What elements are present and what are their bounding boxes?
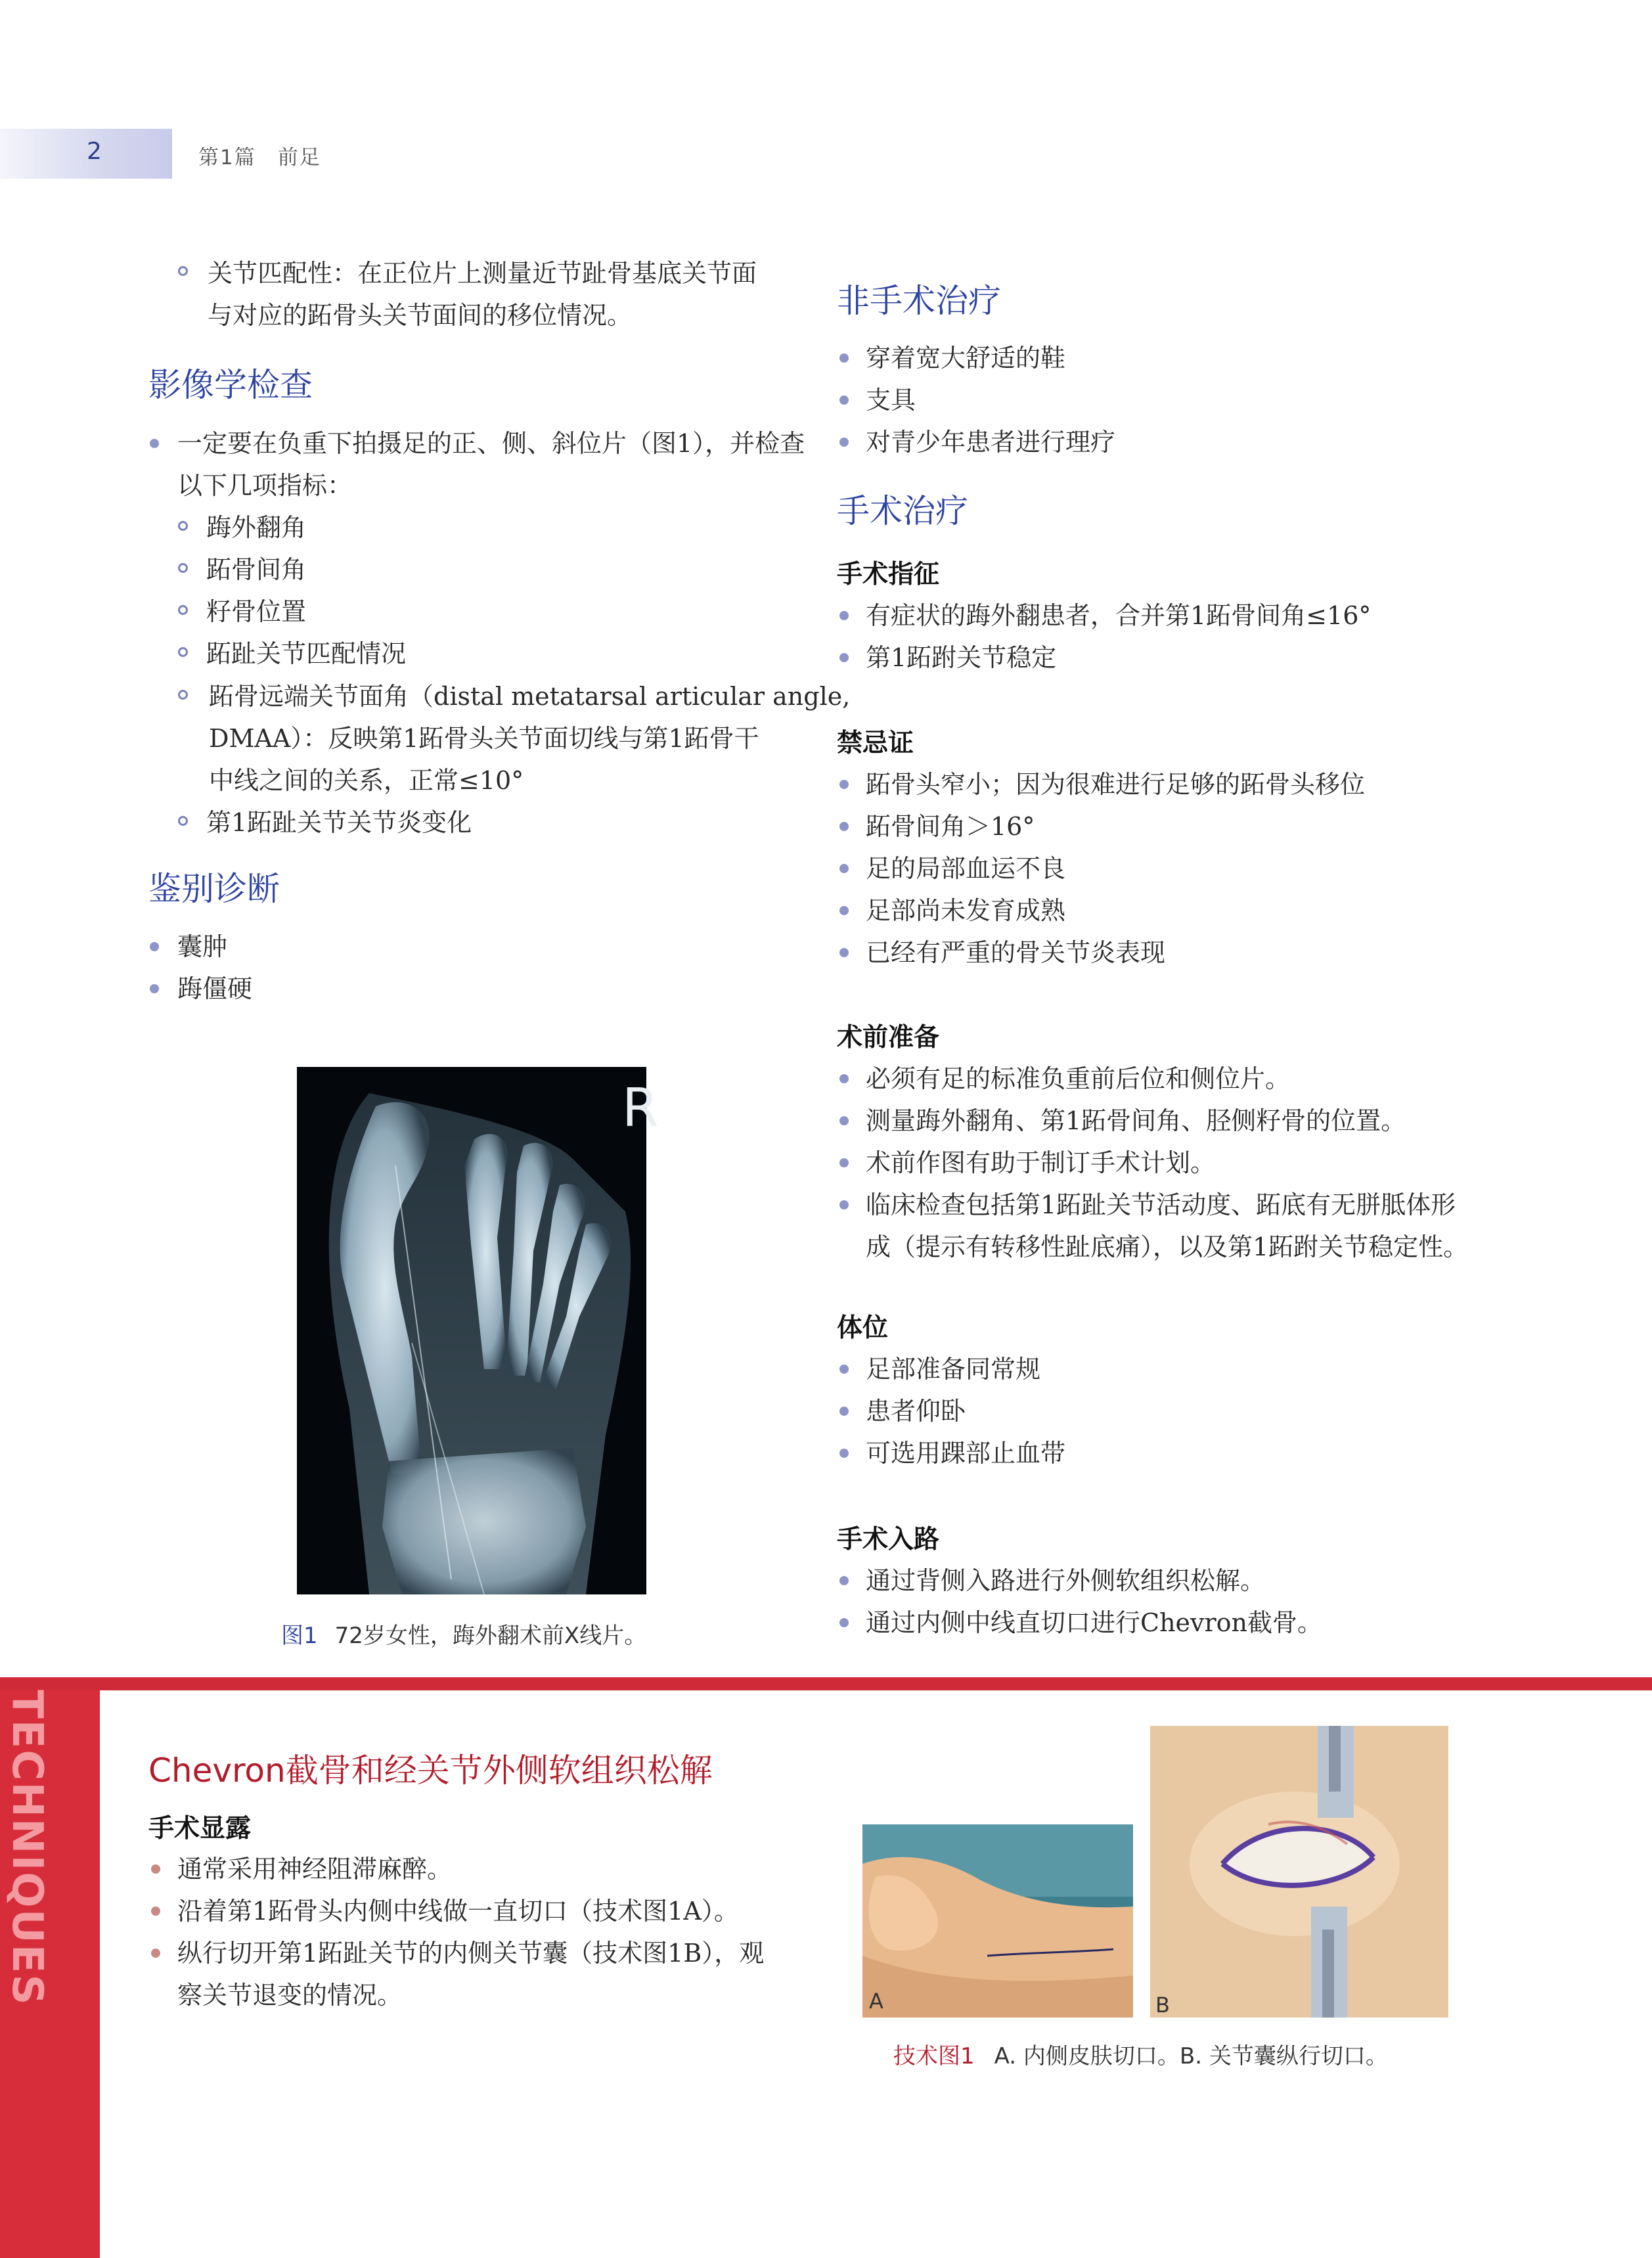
- hollow-bullet-icon: [178, 605, 188, 615]
- contraindications-heading: 禁忌证: [837, 729, 914, 758]
- bullet-icon: [839, 611, 849, 620]
- indication-item: 有症状的踇外翻患者，合并第1跖骨间角≤16°: [866, 601, 1372, 630]
- surgical-heading: 手术治疗: [837, 492, 968, 530]
- xray-side-marker: R: [622, 1077, 659, 1139]
- bullet-icon: [150, 942, 159, 951]
- preop-item: 术前作图有助于制订手术计划。: [866, 1148, 1216, 1177]
- bullet-icon: [839, 1116, 849, 1125]
- photo-b-label: B: [1155, 1993, 1170, 2018]
- page-number: 2: [87, 138, 102, 165]
- bullet-icon: [839, 864, 849, 873]
- bullet-icon: [150, 984, 159, 993]
- hollow-bullet-icon: [178, 563, 188, 573]
- bullet-icon: [839, 1449, 849, 1458]
- exposure-item: 沿着第1跖骨头内侧中线做一直切口（技术图1A）。: [177, 1897, 739, 1926]
- bullet-icon: [839, 438, 849, 447]
- contraindication-item: 足部尚未发育成熟: [866, 896, 1066, 925]
- exposure-item-line: 纵行切开第1跖趾关节的内侧关节囊（技术图1B），观: [177, 1939, 765, 1968]
- imaging-heading: 影像学检查: [148, 366, 313, 404]
- position-item: 足部准备同常规: [866, 1355, 1041, 1384]
- foot-xray-image: [297, 1067, 659, 1594]
- bullet-icon: [839, 353, 849, 363]
- bullet-icon: [151, 1949, 160, 1958]
- imaging-bullet-line: 一定要在负重下拍摄足的正、侧、斜位片（图1），并检查: [177, 429, 805, 458]
- bullet-icon: [839, 822, 849, 831]
- figure-1-label: 图1: [281, 1623, 318, 1649]
- hollow-bullet-icon: [178, 690, 188, 700]
- approach-item: 通过背侧入路进行外侧软组织松解。: [866, 1566, 1266, 1595]
- position-heading: 体位: [837, 1313, 889, 1343]
- bullet-icon: [151, 1864, 160, 1874]
- dmaa-line: 中线之间的关系，正常≤10°: [209, 766, 524, 795]
- bullet-icon: [839, 1200, 849, 1209]
- techniques-side-label: TECHNIQUES: [3, 1690, 51, 2006]
- imaging-subitem: 踇外翻角: [206, 513, 307, 542]
- hollow-bullet-icon: [178, 647, 188, 657]
- imaging-subitem: 跖趾关节匹配情况: [206, 639, 407, 668]
- nonsurgical-item: 穿着宽大舒适的鞋: [866, 344, 1066, 373]
- bullet-icon: [839, 1407, 849, 1416]
- figure-1-text: 72岁女性，踇外翻术前X线片。: [334, 1623, 647, 1649]
- bullet-icon: [839, 395, 849, 405]
- dmaa-line: 跖骨远端关节面角（distal metatarsal articular angle,: [209, 682, 851, 711]
- exposure-heading: 手术显露: [148, 1814, 252, 1843]
- imaging-bullet-line: 以下几项指标：: [177, 471, 353, 500]
- technique-figure-label: 技术图1: [893, 2043, 975, 2069]
- imaging-subitem: 第1跖趾关节关节炎变化: [206, 808, 472, 837]
- intro-item-line: 与对应的跖骨头关节面间的移位情况。: [208, 301, 633, 330]
- bullet-icon: [151, 1907, 160, 1916]
- bullet-icon: [839, 780, 849, 789]
- page-number-band: [0, 129, 172, 179]
- nonsurgical-item: 支具: [866, 386, 916, 415]
- photo-a-label: A: [869, 1989, 883, 2014]
- hollow-bullet-icon: [178, 521, 188, 531]
- exposure-item: 通常采用神经阻滞麻醉。: [177, 1855, 453, 1884]
- approach-item: 通过内侧中线直切口进行Chevron截骨。: [866, 1608, 1323, 1637]
- bullet-icon: [839, 1365, 849, 1374]
- bullet-icon: [839, 1074, 849, 1083]
- nonsurgical-item: 对青少年患者进行理疗: [866, 428, 1116, 457]
- medial-skin-incision-photo: [862, 1824, 1133, 2018]
- indications-heading: 手术指征: [837, 560, 940, 589]
- position-item: 患者仰卧: [866, 1397, 966, 1426]
- contraindication-item: 足的局部血运不良: [866, 854, 1066, 883]
- capsular-incision-photo: [1150, 1726, 1448, 2018]
- preop-item: 测量踇外翻角、第1跖骨间角、胫侧籽骨的位置。: [866, 1106, 1406, 1135]
- hollow-bullet-icon: [178, 266, 188, 276]
- bullet-icon: [839, 906, 849, 915]
- bullet-icon: [839, 653, 849, 662]
- intro-item-line: 关节匹配性：在正位片上测量近节趾骨基底关节面: [208, 259, 757, 288]
- bullet-icon: [839, 1576, 849, 1585]
- diagnosis-item: 踇僵硬: [177, 974, 253, 1003]
- dmaa-line: DMAA）：反映第1跖骨头关节面切线与第1跖骨干: [209, 724, 759, 753]
- exposure-item-line: 察关节退变的情况。: [177, 1981, 403, 2010]
- technique-figure-text: A. 内侧皮肤切口。B. 关节囊纵行切口。: [994, 2043, 1388, 2069]
- technique-title: Chevron截骨和经关节外侧软组织松解: [148, 1751, 713, 1790]
- bullet-icon: [839, 948, 849, 957]
- bullet-icon: [839, 1618, 849, 1627]
- indication-item: 第1跖跗关节稳定: [866, 643, 1057, 672]
- diagnosis-item: 囊肿: [177, 932, 228, 961]
- diagnosis-heading: 鉴别诊断: [148, 870, 280, 908]
- approach-heading: 手术入路: [837, 1525, 940, 1554]
- position-item: 可选用踝部止血带: [866, 1439, 1066, 1468]
- running-header: 第1篇 前足: [198, 146, 321, 169]
- hollow-bullet-icon: [178, 816, 188, 826]
- imaging-subitem: 籽骨位置: [206, 597, 307, 626]
- technique-figure-caption: [893, 2038, 1388, 2070]
- contraindication-item: 已经有严重的骨关节炎表现: [866, 938, 1166, 967]
- contraindication-item: 跖骨间角＞16°: [866, 812, 1035, 841]
- figure-1-caption: [281, 1617, 646, 1650]
- section-divider: [0, 1677, 1652, 1690]
- contraindication-item: 跖骨头窄小；因为很难进行足够的跖骨头移位: [866, 770, 1366, 799]
- bullet-icon: [839, 1158, 849, 1167]
- imaging-subitem: 跖骨间角: [206, 555, 307, 584]
- preop-item: 必须有足的标准负重前后位和侧位片。: [866, 1064, 1291, 1093]
- preop-item-line: 临床检查包括第1跖趾关节活动度、跖底有无胼胝体形: [866, 1190, 1456, 1219]
- nonsurgical-heading: 非手术治疗: [837, 282, 1001, 320]
- bullet-icon: [150, 439, 159, 448]
- preop-item-line: 成（提示有转移性趾底痛），以及第1跖跗关节稳定性。: [866, 1232, 1469, 1261]
- preop-heading: 术前准备: [837, 1023, 940, 1052]
